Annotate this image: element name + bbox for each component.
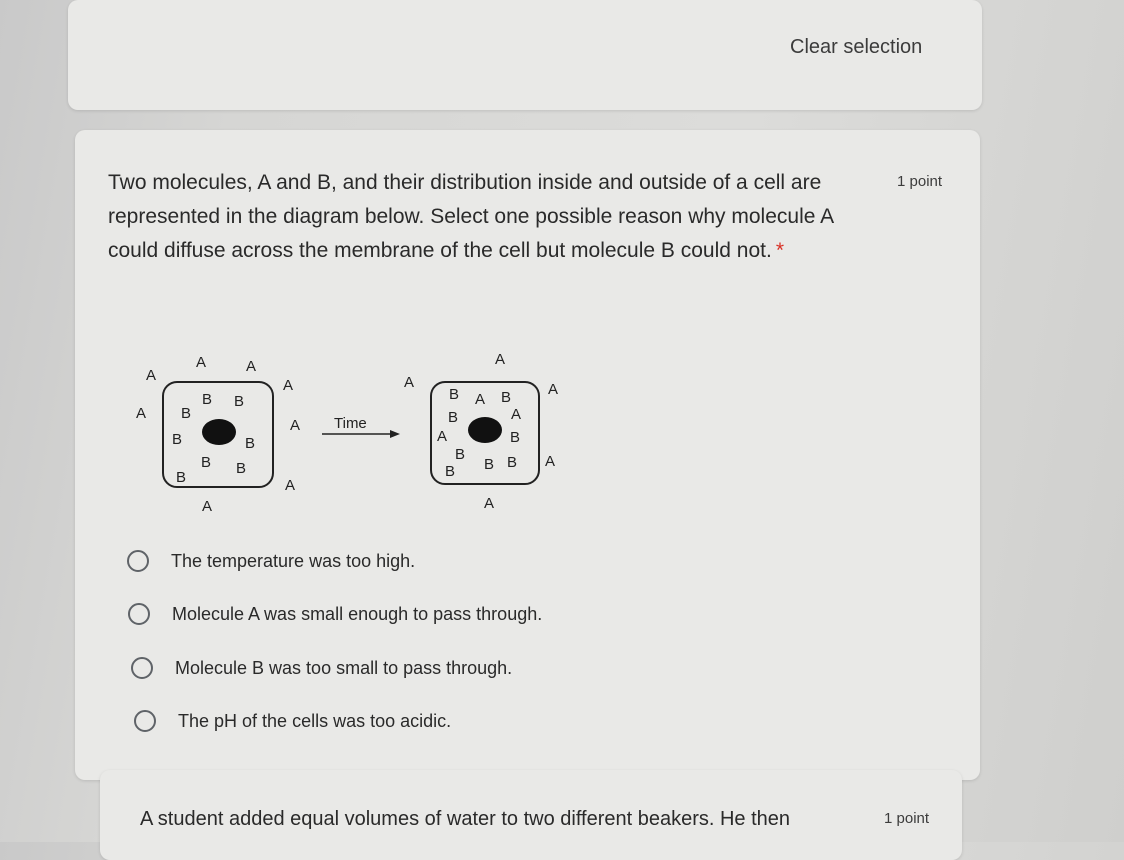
option-label: The pH of the cells was too acidic. [178, 710, 452, 731]
left-outside-a: A [283, 377, 294, 394]
right-inside-b: B [449, 386, 460, 403]
right-inside-b: B [501, 389, 512, 406]
right-inside-a: A [475, 391, 486, 408]
right-inside-b: B [507, 454, 518, 471]
next-question-points: 1 point [884, 810, 930, 827]
left-outside-a: A [246, 358, 257, 375]
left-inside-b: B [202, 391, 213, 408]
option-molecule-b-small[interactable] [131, 657, 512, 679]
right-inside-a: A [511, 406, 522, 423]
left-inside-b: B [236, 460, 247, 477]
next-question-text: A student added equal volumes of water to two different beakers. He then [140, 808, 791, 830]
radio-button[interactable] [131, 657, 153, 679]
clear-selection-button[interactable]: Clear selection [790, 36, 923, 58]
time-arrow-head [390, 430, 400, 438]
radio-button[interactable] [134, 710, 156, 732]
question-points: 1 point [897, 173, 943, 190]
left-inside-b: B [181, 405, 192, 422]
right-cell-nucleus [468, 417, 502, 443]
option-temperature[interactable] [127, 550, 415, 572]
right-outside-a: A [495, 351, 506, 368]
right-outside-a: A [404, 374, 415, 391]
question-body: Two molecules, A and B, and their distribution inside and outside of a cell are represented in the diagram below. Select one possible reason why molecule A could diffuse across the membrane of the cell but molecule B could not. [108, 171, 833, 262]
right-inside-b: B [510, 429, 521, 446]
left-outside-a: A [202, 498, 213, 515]
radio-button[interactable] [127, 550, 149, 572]
option-label: Molecule B was too small to pass through. [175, 657, 513, 678]
left-outside-a: A [285, 477, 296, 494]
radio-button[interactable] [128, 603, 150, 625]
left-outside-a: A [290, 417, 301, 434]
right-outside-a: A [548, 381, 559, 398]
left-outside-a: A [196, 354, 207, 371]
left-outside-a: A [146, 367, 157, 384]
left-inside-b: B [245, 435, 256, 452]
option-label: Molecule A was small enough to pass through. [172, 603, 543, 624]
right-inside-b: B [448, 409, 459, 426]
option-molecule-a-small[interactable] [128, 603, 542, 625]
right-outside-a: A [484, 495, 495, 512]
left-inside-b: B [234, 393, 245, 410]
required-asterisk: * [775, 239, 785, 262]
left-cell-nucleus [202, 419, 236, 445]
right-inside-b: B [445, 463, 456, 480]
left-inside-b: B [176, 469, 187, 486]
option-ph-acidic[interactable] [134, 710, 451, 732]
left-inside-b: B [172, 431, 183, 448]
time-arrow-label: Time [334, 415, 367, 432]
option-label: The temperature was too high. [171, 550, 416, 571]
left-outside-a: A [136, 405, 147, 422]
right-inside-a: A [437, 428, 448, 445]
left-inside-b: B [201, 454, 212, 471]
right-outside-a: A [545, 453, 556, 470]
right-inside-b: B [484, 456, 495, 473]
right-inside-b: B [455, 446, 466, 463]
